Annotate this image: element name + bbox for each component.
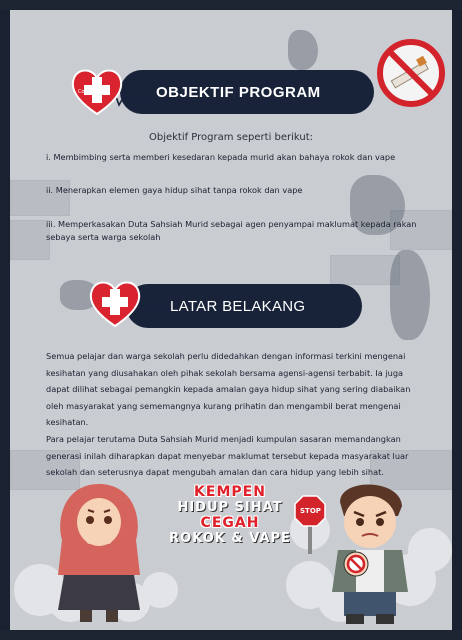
background-paragraph: Para pelajar terutama Duta Sahsiah Murid menjadi kumpulan sasaran memandangkan generasi inilah diharapkan dapat menyebar maklumat tersebut kepada masyarakat luar sekolah dan seterusnya dapat mengubah amalan dan cara hidup yang lebih sihat. (46, 434, 409, 477)
objective-banner (120, 70, 374, 114)
poster-page (10, 10, 452, 630)
no-smoking-icon (376, 38, 446, 108)
stop-sign-label: STOP (300, 507, 321, 515)
campaign-line-3: CEGAH (200, 515, 260, 531)
bottom-frame-bar (0, 630, 462, 640)
campaign-heading (150, 484, 310, 546)
background-title: LATAR BELAKANG (170, 297, 306, 315)
heart-cross-icon (68, 62, 126, 120)
boy-character-illustration (310, 472, 430, 627)
objective-intro: Objektif Program seperti berikut: (148, 132, 314, 143)
heart-badge-label: Contra (78, 89, 95, 95)
campaign-line-1: KEMPEN (194, 484, 266, 500)
background-brick (10, 220, 50, 260)
objective-item: i. Membimbing serta memberi kesedaran kepada murid akan bahaya rokok dan vape (46, 152, 396, 162)
objective-item: ii. Menerapkan elemen gaya hidup sihat tanpa rokok dan vape (46, 185, 303, 195)
objective-title: OBJEKTIF PROGRAM (156, 83, 321, 101)
map-island-shape (288, 30, 318, 70)
campaign-line-4: ROKOK & VAPE (169, 531, 291, 546)
top-frame-bar (0, 0, 462, 10)
girl-character-illustration (44, 480, 154, 625)
background-paragraph: Semua pelajar dan warga sekolah perlu didedahkan dengan informasi terkini mengenai kesihatan yang diusahakan oleh pihak sekolah bersama agensi-agensi terbabit. Ia juga dapat dilihat sebagai pemangkin kepada amalan gaya hidup sihat yang sering diabaikan oleh masyarakat yang sememangnya kurang prihatin dan mengambil berat mengenai kesihatan. (46, 351, 411, 427)
objective-item: iii. Memperkasakan Duta Sahsiah Murid sebagai agen penyampai maklumat kepada rakan sebaya serta warga sekolah (46, 219, 417, 242)
map-island-shape (390, 250, 430, 340)
campaign-line-2: HIDUP SIHAT (177, 500, 283, 515)
heart-cross-icon (86, 274, 144, 332)
